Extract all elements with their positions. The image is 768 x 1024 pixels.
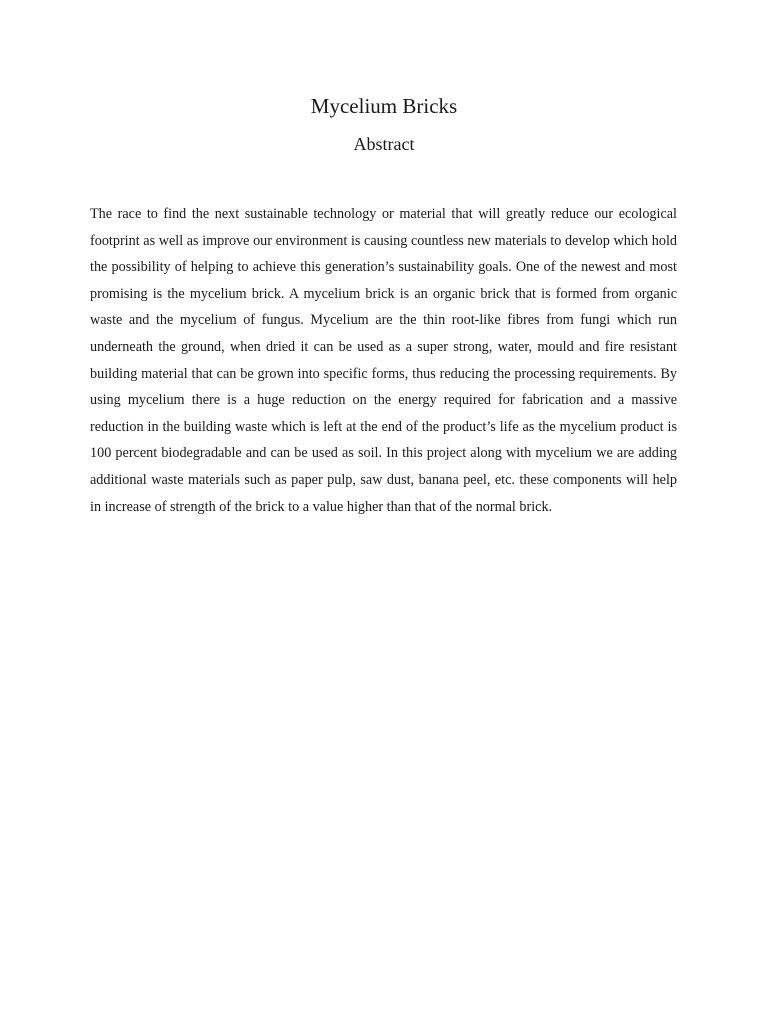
document-title: Mycelium Bricks (310, 94, 458, 118)
abstract-paragraph: The race to find the next sustainable technology or material that will greatly reduce our ecological footprint as well as improve our environment is causing countless new materials to develop which hold the possibility of helping to achieve this generation’s sustainability goals. One of the newest and most promising is the mycelium brick. A mycelium brick is an organic brick that is formed from organic waste and the mycelium of fungus. Mycelium are the thin root-like fibres from fungi which run underneath the ground, when dried it can be used as a super strong, water, mould and fire resistant building material that can be grown into specific forms, thus reducing the processing requirements. By using mycelium there is a huge reduction on the energy required for fabrication and a massive reduction in the building waste which is left at the end of the product’s life as the mycelium product is 100 percent biodegradable and can be used as soil. In this project along with mycelium we are adding additional waste materials such as paper pulp, saw dust, banana peel, etc. these components will help in increase of strength of the brick to a value higher than that of the normal brick. (90, 206, 677, 515)
section-heading-abstract: Abstract (353, 134, 415, 154)
